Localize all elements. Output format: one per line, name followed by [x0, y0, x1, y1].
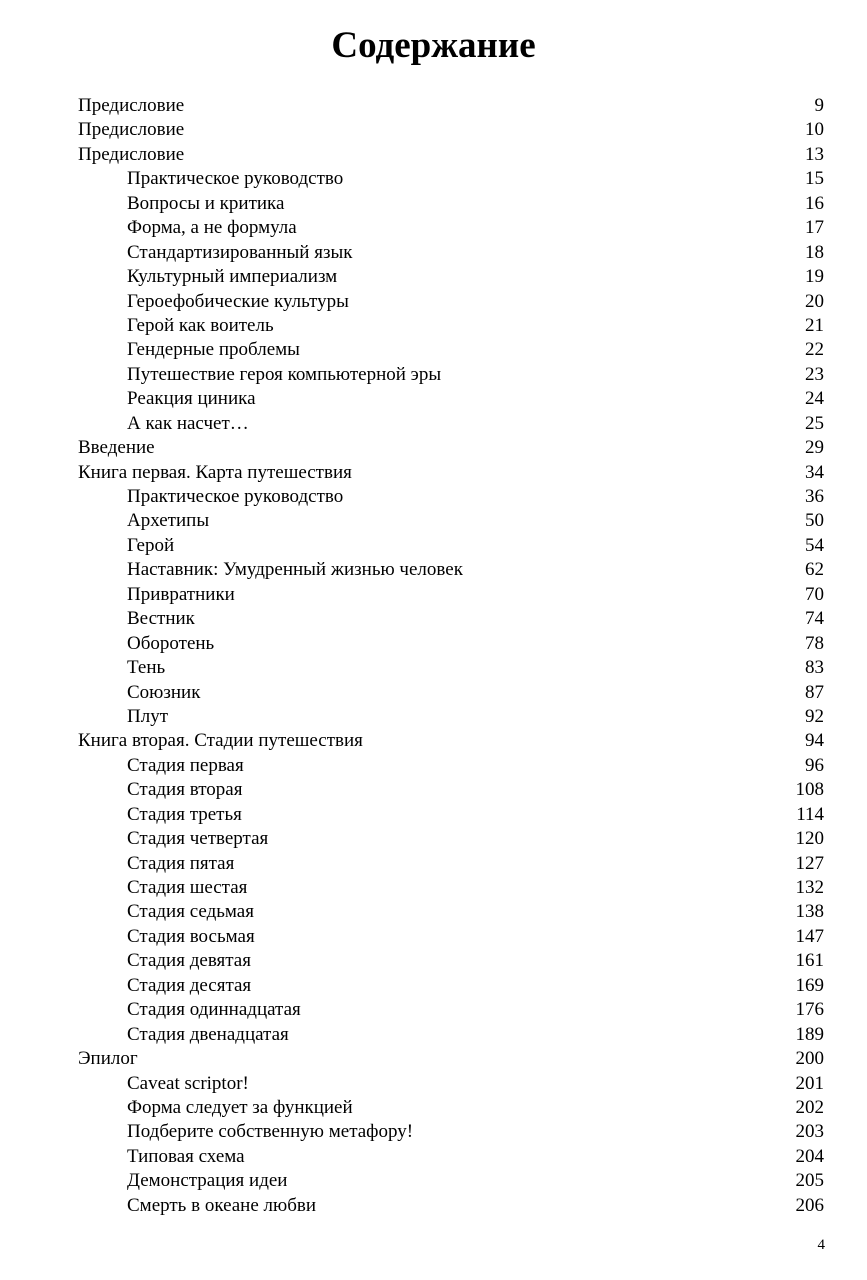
toc-entry: [78, 558, 824, 582]
toc-entry-label: Стадия шестая: [127, 877, 248, 898]
toc-entry-page: 21: [805, 314, 824, 336]
toc-entry: [78, 534, 824, 558]
toc-entry-page: 9: [814, 95, 824, 116]
toc-entry-page: 205: [795, 1170, 824, 1192]
toc-entry-label: Caveat scriptor!: [127, 1072, 249, 1094]
toc-entry-page: 138: [795, 901, 824, 923]
toc-entry: [78, 290, 824, 314]
toc-entry-label: Тень: [127, 657, 166, 679]
toc-entry-label: Смерть в океане любви: [127, 1194, 317, 1216]
toc-entry-label: Стадия третья: [127, 803, 242, 825]
toc-entry-label: Плут: [127, 705, 169, 727]
toc-entry-page: 202: [795, 1096, 824, 1118]
toc-entry-label: Стадия седьмая: [127, 901, 254, 923]
toc-entry-label: Книга первая. Карта путешествия: [78, 461, 352, 483]
toc-entry-label: Практическое руководство: [127, 168, 344, 190]
toc-entry-page: 132: [795, 877, 824, 898]
toc-entry: [78, 1096, 824, 1120]
toc-entry: [78, 216, 824, 240]
toc-entry-label: Стадия первая: [127, 754, 244, 776]
toc-entry: [78, 265, 824, 289]
toc-entry-label: Союзник: [127, 681, 201, 703]
toc-entry: [78, 436, 824, 460]
toc-entry: [78, 900, 824, 924]
toc-entry-label: Стадия десятая: [127, 974, 252, 996]
toc-entry-label: Гендерные проблемы: [127, 339, 300, 361]
toc-entry-label: Реакция циника: [127, 388, 256, 410]
toc-entry-label: А как насчет…: [127, 412, 249, 434]
toc-entry-page: 24: [805, 388, 824, 410]
toc-entry: [78, 583, 824, 607]
toc-entry: [78, 681, 824, 705]
toc-entry-page: 201: [795, 1072, 824, 1094]
toc-entry-page: 54: [805, 534, 824, 556]
toc-entry-page: 200: [795, 1048, 824, 1070]
toc-entry-page: 25: [805, 412, 824, 434]
toc-entry-label: Герой как воитель: [127, 314, 274, 336]
toc-entry: [78, 778, 824, 802]
toc-entry-page: 16: [805, 192, 824, 214]
toc-entry-page: 204: [795, 1145, 824, 1167]
toc-entry-page: 78: [805, 632, 824, 654]
page-number: 4: [817, 1237, 825, 1253]
toc-entry: [78, 94, 824, 118]
toc-entry: [78, 338, 824, 362]
toc-entry-label: Предисловие: [78, 95, 185, 116]
toc-entry-page: 20: [805, 290, 824, 312]
toc-entry: [78, 461, 824, 485]
toc-entry: [78, 925, 824, 949]
toc-entry-label: Предисловие: [78, 143, 185, 165]
toc-entry-label: Форма следует за функцией: [127, 1096, 353, 1118]
toc-entry: [78, 1169, 824, 1193]
toc-entry: [78, 1023, 824, 1047]
toc-entry-page: 50: [805, 510, 824, 532]
toc-entry-label: Эпилог: [78, 1048, 138, 1070]
toc-entry-label: Архетипы: [127, 510, 210, 532]
toc-entry-label: Привратники: [127, 583, 235, 605]
toc-entry: [78, 485, 824, 509]
toc-entry-page: 18: [805, 241, 824, 263]
toc-entry-page: 29: [805, 437, 824, 459]
toc-entry: [78, 143, 824, 167]
toc-entry-page: 169: [795, 974, 824, 996]
toc-entry: [78, 1047, 824, 1071]
toc-entry: [78, 974, 824, 998]
toc-entry-page: 114: [796, 803, 824, 825]
toc-entry-page: 161: [795, 950, 824, 972]
toc-entry: [78, 876, 824, 900]
table-of-contents: [78, 94, 824, 1218]
toc-entry-page: 206: [795, 1194, 824, 1216]
toc-entry-page: 70: [805, 583, 824, 605]
toc-entry-page: 203: [795, 1121, 824, 1143]
toc-entry-page: 94: [805, 730, 824, 752]
toc-entry-label: Культурный империализм: [127, 266, 338, 288]
toc-entry-page: 147: [795, 925, 824, 947]
toc-entry: [78, 1194, 824, 1218]
toc-entry-label: Практическое руководство: [127, 486, 344, 507]
toc-entry: [78, 607, 824, 631]
toc-entry-label: Герой: [127, 534, 175, 556]
toc-entry: [78, 167, 824, 191]
toc-entry: [78, 998, 824, 1022]
toc-entry-label: Стадия двенадцатая: [127, 1023, 289, 1045]
toc-entry-label: Вопросы и критика: [127, 192, 285, 214]
toc-entry: [78, 852, 824, 876]
toc-entry-label: Предисловие: [78, 119, 185, 141]
toc-entry-label: Стадия одиннадцатая: [127, 999, 301, 1021]
toc-entry-page: 10: [805, 119, 824, 141]
toc-entry-page: 92: [805, 705, 824, 727]
toc-entry-page: 22: [805, 339, 824, 361]
toc-entry-page: 176: [795, 999, 824, 1021]
toc-entry: [78, 412, 824, 436]
toc-entry: [78, 1120, 824, 1144]
toc-entry: [78, 827, 824, 851]
toc-entry: [78, 509, 824, 533]
toc-entry-page: 87: [805, 681, 824, 703]
toc-entry-page: 120: [795, 828, 824, 850]
toc-entry: [78, 754, 824, 778]
toc-entry-page: 127: [795, 852, 824, 874]
toc-entry-label: Стадия восьмая: [127, 925, 255, 947]
toc-entry-page: 83: [805, 657, 824, 679]
toc-entry-page: 15: [805, 168, 824, 190]
toc-entry: [78, 656, 824, 680]
toc-entry-label: Путешествие героя компьютерной эры: [127, 363, 442, 385]
toc-entry-label: Стадия пятая: [127, 852, 235, 874]
toc-entry-label: Стандартизированный язык: [127, 241, 353, 263]
toc-entry: [78, 118, 824, 142]
toc-entry-label: Стадия вторая: [127, 779, 243, 801]
toc-entry: [78, 803, 824, 827]
toc-entry-label: Книга вторая. Стадии путешествия: [78, 730, 363, 752]
toc-entry-label: Стадия девятая: [127, 950, 251, 972]
toc-entry-label: Типовая схема: [127, 1145, 245, 1167]
toc-entry-page: 13: [805, 143, 824, 165]
toc-entry: [78, 314, 824, 338]
toc-entry: [78, 241, 824, 265]
page-title: Содержание: [331, 25, 536, 66]
toc-entry-page: 36: [805, 486, 824, 507]
toc-entry-label: Героефобические культуры: [127, 290, 349, 312]
toc-entry-page: 108: [795, 779, 824, 801]
toc-entry-page: 23: [805, 363, 824, 385]
toc-entry-label: Подберите собственную метафору!: [127, 1121, 414, 1143]
toc-entry-page: 74: [805, 608, 824, 630]
toc-entry: [78, 192, 824, 216]
toc-entry-label: Оборотень: [127, 632, 215, 654]
toc-entry-page: 19: [805, 266, 824, 288]
toc-entry: [78, 632, 824, 656]
toc-entry: [78, 387, 824, 411]
toc-entry-label: Введение: [78, 437, 155, 459]
toc-entry-label: Форма, а не формула: [127, 217, 297, 239]
toc-entry-label: Вестник: [127, 608, 195, 630]
toc-entry-page: 62: [805, 559, 824, 581]
toc-entry-label: Наставник: Умудренный жизнью человек: [127, 559, 463, 581]
toc-entry: [78, 1072, 824, 1096]
toc-entry: [78, 363, 824, 387]
toc-entry: [78, 1145, 824, 1169]
toc-entry: [78, 705, 824, 729]
toc-entry: [78, 949, 824, 973]
toc-entry-page: 189: [795, 1023, 824, 1045]
toc-entry-label: Демонстрация идеи: [127, 1170, 288, 1192]
toc-entry-page: 96: [805, 754, 824, 776]
toc-entry-page: 17: [805, 217, 824, 239]
toc-entry-page: 34: [805, 461, 824, 483]
toc-entry-label: Стадия четвертая: [127, 828, 269, 850]
toc-entry: [78, 729, 824, 753]
